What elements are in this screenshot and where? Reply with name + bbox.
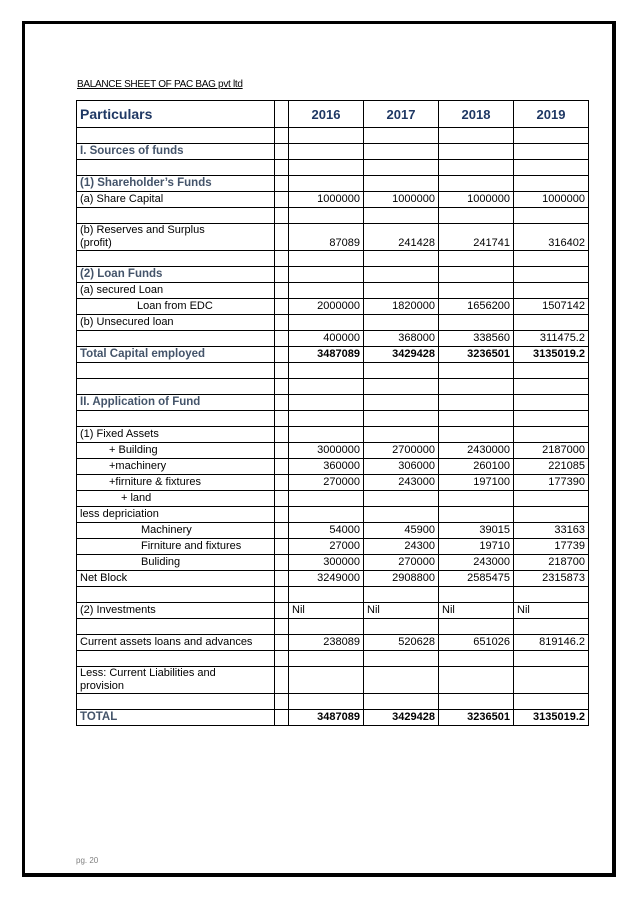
value-cell: 24300 [364,539,439,555]
table-row [77,635,589,651]
header-year: 2018 [439,101,514,128]
value-cell: 2430000 [439,443,514,459]
value-cell: 218700 [514,555,589,571]
value-cell: 17739 [514,539,589,555]
total-cell: 3135019.2 [514,347,589,363]
table-row [77,224,589,251]
table-row [77,283,589,299]
row-label: +machinery [77,459,275,475]
table-row [77,459,589,475]
value-cell: 651026 [439,635,514,651]
value-cell: 2585475 [439,571,514,587]
section-label: (2) Loan Funds [77,267,275,283]
row-label: +firniture & fixtures [77,475,275,491]
table-row [77,208,589,224]
value-cell: 221085 [514,459,589,475]
row-label: + land [77,491,275,507]
value-cell: 2908800 [364,571,439,587]
value-cell: 360000 [289,459,364,475]
value-cell: 819146.2 [514,635,589,651]
value-cell: 27000 [289,539,364,555]
value-cell: 260100 [439,459,514,475]
row-label: + Building [77,443,275,459]
section-label: I. Sources of funds [77,144,275,160]
value-cell: 33163 [514,523,589,539]
value-cell: Nil [439,603,514,619]
value-cell: 3249000 [289,571,364,587]
balance-sheet-table [76,100,589,726]
value-cell: 1000000 [439,192,514,208]
row-label: (a) Share Capital [77,192,275,208]
table-row [77,555,589,571]
value-cell: 2000000 [289,299,364,315]
value-cell: 368000 [364,331,439,347]
table-header-row [77,101,589,128]
row-label: Net Block [77,571,275,587]
value-cell: 39015 [439,523,514,539]
table-row [77,571,589,587]
table-row [77,667,589,694]
total-label: TOTAL [77,710,275,726]
table-row [77,379,589,395]
table-row [77,651,589,667]
table-row [77,443,589,459]
value-cell: 270000 [289,475,364,491]
total-cell: 3236501 [439,347,514,363]
value-cell: 241741 [439,224,514,251]
header-year: 2017 [364,101,439,128]
row-label: (b) Unsecured loan [77,315,275,331]
table-row [77,315,589,331]
row-label: less depriciation [77,507,275,523]
value-cell: 2700000 [364,443,439,459]
row-label [77,224,275,251]
row-label: Machinery [77,523,275,539]
row-label: Loan from EDC [77,299,275,315]
value-cell: 45900 [364,523,439,539]
row-label: (1) Fixed Assets [77,427,275,443]
value-cell: 1000000 [514,192,589,208]
table-row [77,427,589,443]
table-row [77,299,589,315]
header-year: 2016 [289,101,364,128]
value-cell: 306000 [364,459,439,475]
value-cell: 238089 [289,635,364,651]
value-cell: 2315873 [514,571,589,587]
row-label: (a) secured Loan [77,283,275,299]
total-cell: 3487089 [289,710,364,726]
row-label: Current assets loans and advances [77,635,275,651]
total-cell: 3487089 [289,347,364,363]
table-row [77,475,589,491]
table-row [77,176,589,192]
table-row [77,363,589,379]
value-cell: 177390 [514,475,589,491]
value-cell: 400000 [289,331,364,347]
value-cell: 300000 [289,555,364,571]
value-cell: 1820000 [364,299,439,315]
row-label: Firniture and fixtures [77,539,275,555]
row-label-line: (profit) [80,237,112,249]
value-cell: 316402 [514,224,589,251]
row-label-line: (b) Reserves and Surplus [80,224,205,236]
value-cell: 243000 [364,475,439,491]
row-label-line: provision [80,680,125,692]
value-cell: 243000 [439,555,514,571]
table-row [77,192,589,208]
value-cell: 1507142 [514,299,589,315]
table-row [77,710,589,726]
row-label: (2) Investments [77,603,275,619]
value-cell: 270000 [364,555,439,571]
header-year: 2019 [514,101,589,128]
table-row [77,603,589,619]
table-row [77,587,589,603]
value-cell: 1000000 [289,192,364,208]
table-row [77,491,589,507]
value-cell: Nil [289,603,364,619]
section-label: II. Application of Fund [77,395,275,411]
table-row [77,523,589,539]
value-cell: Nil [364,603,439,619]
table-row [77,128,589,144]
section-label: (1) Shareholder’s Funds [77,176,275,192]
page-number: pg. 20 [76,856,99,865]
row-label [77,667,275,694]
value-cell: Nil [514,603,589,619]
value-cell: 241428 [364,224,439,251]
value-cell: 520628 [364,635,439,651]
table-row [77,267,589,283]
total-cell: 3429428 [364,710,439,726]
table-row [77,539,589,555]
table-row [77,347,589,363]
table-row [77,160,589,176]
value-cell: 197100 [439,475,514,491]
table-row [77,507,589,523]
value-cell: 1656200 [439,299,514,315]
value-cell: 3000000 [289,443,364,459]
value-cell: 19710 [439,539,514,555]
value-cell: 87089 [289,224,364,251]
value-cell: 54000 [289,523,364,539]
table-row [77,619,589,635]
value-cell: 338560 [439,331,514,347]
table-row [77,411,589,427]
total-cell: 3429428 [364,347,439,363]
table-row [77,331,589,347]
header-particulars: Particulars [77,101,275,128]
row-label: Buliding [77,555,275,571]
total-cell: 3236501 [439,710,514,726]
total-cell: 3135019.2 [514,710,589,726]
value-cell: 2187000 [514,443,589,459]
row-label-line: Less: Current Liabilities and [80,667,216,679]
total-label: Total Capital employed [77,347,275,363]
table-row [77,694,589,710]
value-cell: 311475.2 [514,331,589,347]
table-row [77,395,589,411]
table-row [77,144,589,160]
table-row [77,251,589,267]
document-title: BALANCE SHEET OF PAC BAG pvt ltd [77,79,243,90]
value-cell: 1000000 [364,192,439,208]
